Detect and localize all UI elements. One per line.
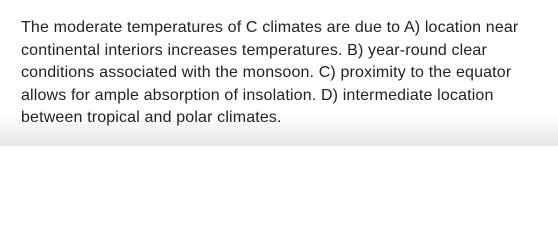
question-text: The moderate temperatures of C climates are due to A) location near continental interiors increases temperatures. B) year-round clear conditions associated with the monsoon. C) proximity to the equator allows for ample absorption of insolation. D) intermediate location between tropical and polar climates. bbox=[21, 19, 519, 126]
